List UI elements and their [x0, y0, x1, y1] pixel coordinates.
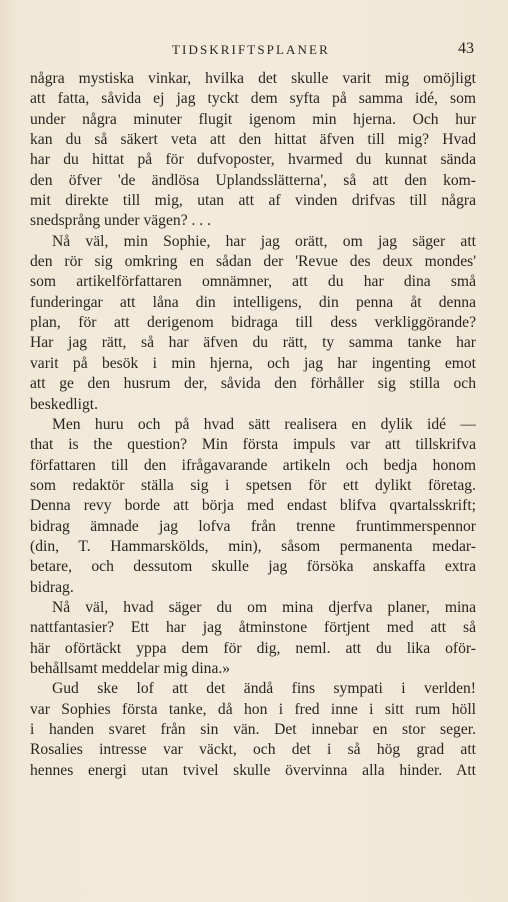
body-text: [30, 69, 476, 781]
text-line: Har jag rätt, så har äfven du rätt, ty samma tanke har: [30, 334, 476, 352]
text-line: (din, T. Hammarskölds, min), såsom permanenta medar-: [30, 537, 476, 555]
text-line: kan du så säkert veta att den hittat äfven till mig? Hvad: [30, 131, 476, 149]
text-line: mit direkte till mig, utan att af vinden drifvas till några: [30, 192, 476, 210]
text-line: that is the question? Min första impuls var att tillskrifva: [30, 436, 476, 454]
text-line: var Sophies första tanke, då hon i fred inne i sitt rum höll: [30, 700, 476, 718]
text-line: betare, och dessutom skulle jag försöka anskaffa extra: [30, 558, 476, 576]
text-line: bidrag ämnade jag lofva från trenne fruntimmerspennor: [30, 517, 476, 535]
text-line: i handen svaret från sin vän. Det innebar en stor seger.: [30, 721, 476, 738]
text-line: Men huru och på hvad sätt realisera en dylik idé —: [52, 415, 476, 433]
text-line: som redaktör ställa sig i spetsen för ett dylikt företag.: [30, 476, 476, 494]
text-line: har du hittat på för dufvoposter, hvarmed du kunnat sända: [30, 151, 476, 169]
text-line: att fatta, såvida ej jag tyckt dem syfta på samma idé, som: [30, 90, 476, 108]
running-head: TIDSKRIFTSPLANER: [172, 42, 330, 57]
text-line: bidrag.: [30, 578, 74, 596]
text-line: den öfver 'de ändlösa Uplandsslätterna', så att den kom-: [30, 171, 476, 189]
text-line: att ge den husrum der, såvida den förhåller sig stilla och: [30, 375, 476, 393]
text-line: hennes energi utan tvivel skulle övervinna alla hinder. Att: [30, 761, 476, 779]
page-header: [34, 42, 474, 64]
text-line: behållsamt meddelar mig dina.»: [30, 659, 231, 677]
text-line: under några minuter flugit igenom min hjerna. Och hur: [30, 110, 476, 128]
text-line: Rosalies intresse var väckt, och det i så hög grad att: [30, 741, 476, 759]
text-line: här oförtäckt yppa dem för dig, neml. att du lika oför-: [30, 639, 476, 657]
text-line: snedsprång under vägen? . . .: [30, 212, 212, 230]
text-line: Denna revy borde att börja med endast blifva qvartalsskrift;: [30, 497, 476, 515]
text-line: plan, för att derigenom bidraga till dess verkliggörande?: [30, 314, 476, 332]
text-line: några mystiska vinkar, hvilka det skulle varit mig omöjligt: [30, 70, 476, 87]
text-line: som artikelförfattaren omnämner, att du har dina små: [30, 273, 476, 291]
text-line: Nå väl, min Sophie, har jag orätt, om jag säger att: [52, 232, 476, 250]
page-number: 43: [458, 40, 474, 57]
text-line: Nå väl, hvad säger du om mina djerfva planer, mina: [52, 598, 476, 616]
text-line: funderingar att låna din intelligens, din penna åt denna: [30, 293, 476, 311]
text-line: beskedligt.: [30, 395, 98, 413]
text-line: författaren till den ifrågavarande artikeln och bedja honom: [30, 456, 476, 474]
text-line: varit på besök i min hjerna, och jag har ingenting emot: [30, 354, 476, 372]
text-line: nattfantasier? Ett har jag åtminstone förtjent med att så: [30, 619, 476, 637]
text-line: Gud ske lof att det ändå fins sympati i verlden!: [52, 680, 476, 698]
text-line: den rör sig omkring en sådan der 'Revue des deux mondes': [30, 253, 476, 271]
